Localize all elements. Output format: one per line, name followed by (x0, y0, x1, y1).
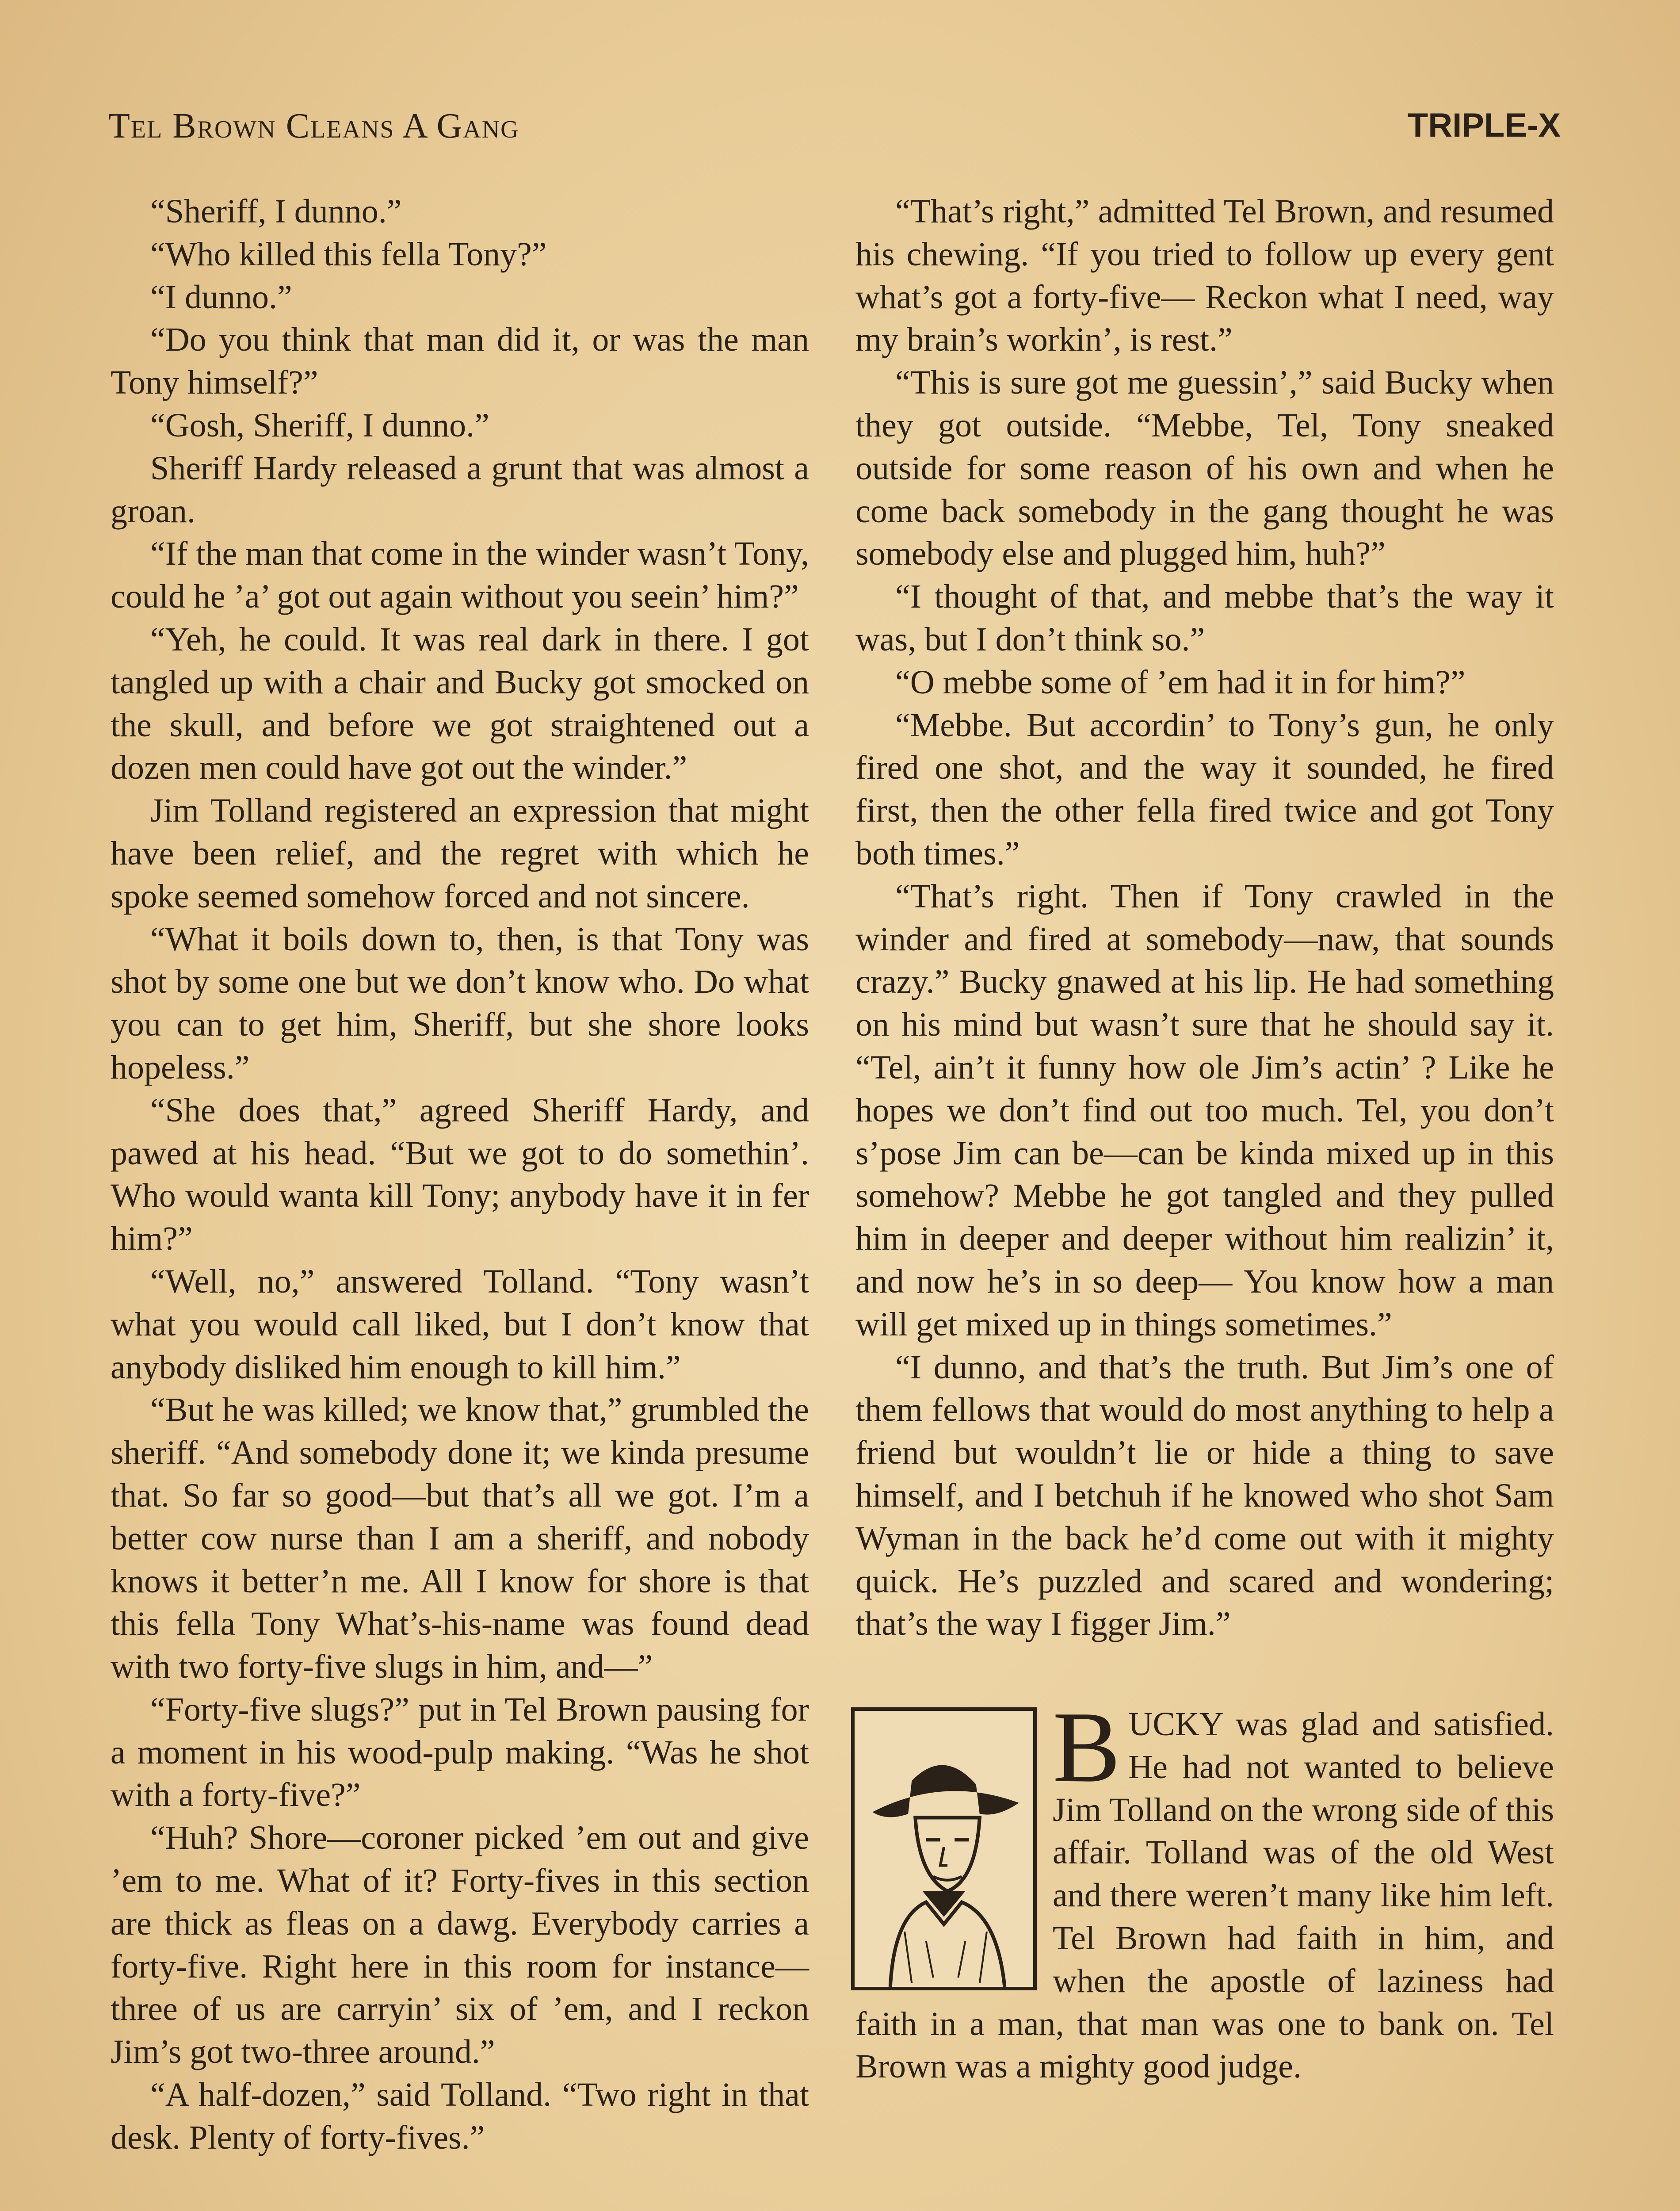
right-column (855, 190, 1554, 2088)
paragraph: “That’s right. Then if Tony crawled in the winder and fired at somebody—naw, that sounds crazy.” Bucky gnawed at his lip. He had something on his mind but wasn’t sure that he should say it. “Tel, ain’t it funny how ole Jim’s actin’ ? Like he hopes we don’t find out too much. Tel, you don’t s’pose Jim can be—can be kinda mixed up in this somehow? Mebbe he got tangled and they pulled him in deeper and deeper without him realizin’ it, and now he’s in so deep— You know how a man will get mixed up in things sometimes.” (855, 877, 1554, 1343)
paragraph: Jim Tolland registered an expression that might have been relief, and the regret with which he spoke seemed somehow forced and not sincere. (111, 792, 809, 915)
paragraph: “Sheriff, I dunno.” (150, 193, 402, 230)
paragraph: “This is sure got me guessin’,” said Bucky when they got outside. “Mebbe, Tel, Tony sneaked outside for some reason of his own and when he come back somebody in the gang thought he was somebody else and plugged him, huh?” (855, 364, 1554, 573)
drop-cap: B (1053, 1691, 1121, 1804)
paragraph: “I dunno.” (150, 278, 292, 316)
paragraph: “Yeh, he could. It was real dark in there. I got tangled up with a chair and Bucky got smocked on the skull, and before we got straightened out a dozen men could have got out the winder.” (111, 620, 809, 787)
paragraph: “She does that,” agreed Sheriff Hardy, and pawed at his head. “But we got to do somethin’. Who would wanta kill Tony; anybody have it in fer him?” (111, 1091, 809, 1258)
paragraph: “O mebbe some of ’em had it in for him?” (895, 663, 1466, 701)
paragraph: “Forty-five slugs?” put in Tel Brown pausing for a moment in his wood-pulp making. “Was he shot with a forty-five?” (111, 1691, 809, 1814)
paragraph: “But he was killed; we know that,” grumbled the sheriff. “And somebody done it; we kinda presume that. So far so good—but that’s all we got. I’m a better cow nurse than I am a sheriff, and nobody knows it better’n me. All I know for shore is that this fella Tony What’s-his-name was found dead with two forty-five slugs in him, and—” (111, 1391, 809, 1686)
paragraph: “Who killed this fella Tony?” (150, 235, 547, 273)
paragraph: “That’s right,” admitted Tel Brown, and resumed his chewing. “If you tried to follow up every gent what’s got a forty-five— Reckon what I need, way my brain’s workin’, is rest.” (855, 193, 1554, 359)
page-header (108, 106, 1561, 155)
paragraph: “I thought of that, and mebbe that’s the way it was, but I don’t think so.” (855, 578, 1554, 658)
paragraph: “Huh? Shore—coroner picked ’em out and give ’em to me. What of it? Forty-fives in this section are thick as fleas on a dawg. Everybody carries a forty-five. Right here in this room for instance—three of us are carryin’ six of ’em, and I reckon Jim’s got two-three around.” (111, 1819, 809, 2071)
section-start (855, 1691, 1554, 2088)
paragraph: “Well, no,” answered Tolland. “Tony wasn’t what you would call liked, but I don’t know that anybody disliked him enough to kill him.” (111, 1262, 809, 1386)
paragraph: Sheriff Hardy released a grunt that was almost a groan. (111, 449, 809, 530)
story-title: Tel Brown Cleans A Gang (108, 107, 519, 145)
paragraph: “I dunno, and that’s the truth. But Jim’s one of them fellows that would do most anything to help a friend but wouldn’t lie or hide a thing to save himself, and I betchuh if he knowed who shot Sam Wyman in the back he’d come out with it mighty quick. He’s puzzled and scared and wondering; that’s the way I figger Jim.” (855, 1348, 1554, 1643)
paragraph: UCKY was glad and satisfied. He had not wanted to believe Jim Tolland on the wrong side of this affair. Tolland was of the old West and there weren’t many like him left. Tel Brown had faith in him, and when the apostle of laziness had faith in a man, that man was one to bank on. Tel Brown was a mighty good judge. (855, 1706, 1554, 2085)
paragraph: “Do you think that man did it, or was the man Tony himself?” (111, 321, 809, 402)
paragraph: “If the man that come in the winder wasn’t Tony, could he ’a’ got out again without you seein’ him?” (111, 535, 809, 616)
paragraph: “What it boils down to, then, is that Tony was shot by some one but we don’t know who. Do what you can to get him, Sheriff, but she shore looks hopeless.” (111, 920, 809, 1086)
paragraph: “A half-dozen,” said Tolland. “Two right in that desk. Plenty of forty-fives.” (111, 2076, 809, 2156)
left-column (111, 190, 809, 2159)
cowboy-portrait-icon (851, 1707, 1037, 1990)
paragraph: “Gosh, Sheriff, I dunno.” (150, 406, 489, 444)
magazine-title: TRIPLE-X (1407, 107, 1561, 144)
paragraph: “Mebbe. But accordin’ to Tony’s gun, he only fired one shot, and the way it sounded, he fired first, then the other fella fired twice and got Tony both times.” (855, 706, 1554, 872)
